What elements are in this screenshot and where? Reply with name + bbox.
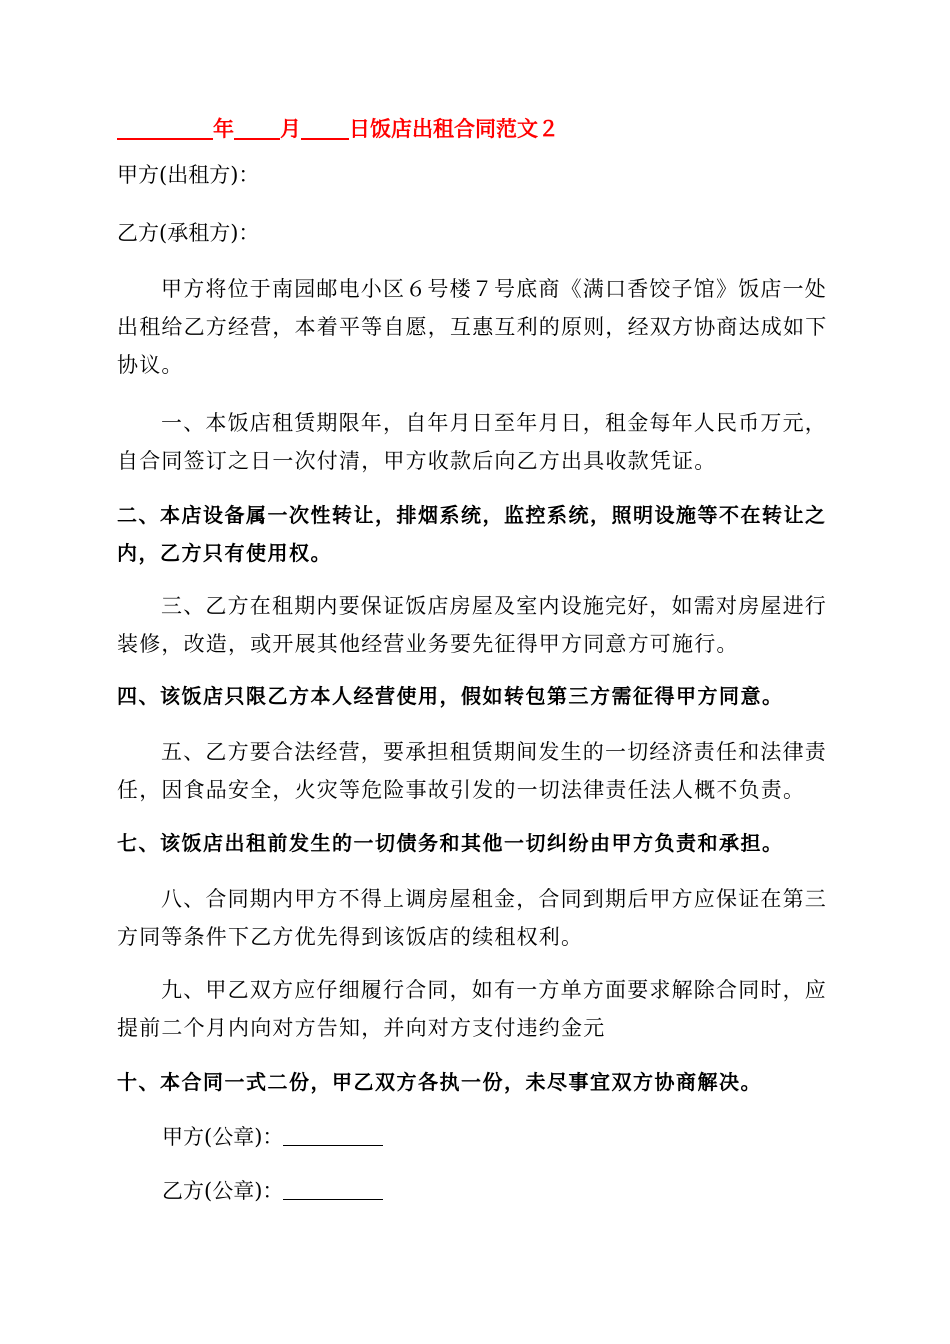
party-b-label: 乙方(承租方)： [117, 221, 260, 245]
party-a-seal-row [162, 1122, 383, 1152]
day-blank [301, 116, 349, 140]
clause-2: 二、本店设备属一次性转让，排烟系统，监控系统，照明设施等不在转让之内，乙方只有使用权。 [117, 503, 827, 565]
document-title [117, 114, 559, 144]
clause-4: 四、该饭店只限乙方本人经营使用，假如转包第三方需征得甲方同意。 [117, 684, 784, 708]
title-month: 月 [280, 117, 301, 141]
year-blank [117, 116, 213, 140]
clause-5: 五、乙方要合法经营，要承担租赁期间发生的一切经济责任和法律责任，因食品安全，火灾等危险事故引发的一切法律责任法人概不负责。 [117, 740, 827, 802]
clause-3: 三、乙方在租期内要保证饭店房屋及室内设施完好，如需对房屋进行装修，改造，或开展其他经营业务要先征得甲方同意方可施行。 [117, 594, 827, 656]
party-a-seal-line [283, 1125, 383, 1146]
clause-8: 八、合同期内甲方不得上调房屋租金，合同到期后甲方应保证在第三方同等条件下乙方优先得到该饭店的续租权利。 [117, 887, 827, 949]
party-a-seal-label: 甲方(公章)： [162, 1125, 284, 1149]
month-blank [234, 116, 280, 140]
party-b-seal-line [283, 1179, 383, 1200]
clause-7: 七、该饭店出租前发生的一切债务和其他一切纠纷由甲方负责和承担。 [117, 831, 784, 855]
clause-9: 九、甲乙双方应仔细履行合同，如有一方单方面要求解除合同时，应提前二个月内向对方告知，并向对方支付违约金元 [117, 978, 827, 1040]
party-b-seal-label: 乙方(公章)： [162, 1179, 284, 1203]
clause-10: 十、本合同一式二份，甲乙双方各执一份，未尽事宜双方协商解决。 [117, 1070, 762, 1094]
intro-paragraph: 甲方将位于南园邮电小区６号楼７号底商《满口香饺子馆》饭店一处出租给乙方经营，本着平等自愿，互惠互利的原则，经双方协商达成如下协议。 [117, 277, 828, 377]
title-year: 年 [213, 117, 234, 141]
title-suffix: 日饭店出租合同范文２ [349, 117, 559, 141]
clause-1: 一、本饭店租赁期限年，自年月日至年月日，租金每年人民币万元，自合同签订之日一次付清，甲方收款后向乙方出具收款凭证。 [117, 411, 827, 473]
party-b-seal-row [162, 1176, 383, 1206]
party-a-label: 甲方(出租方)： [117, 163, 260, 187]
